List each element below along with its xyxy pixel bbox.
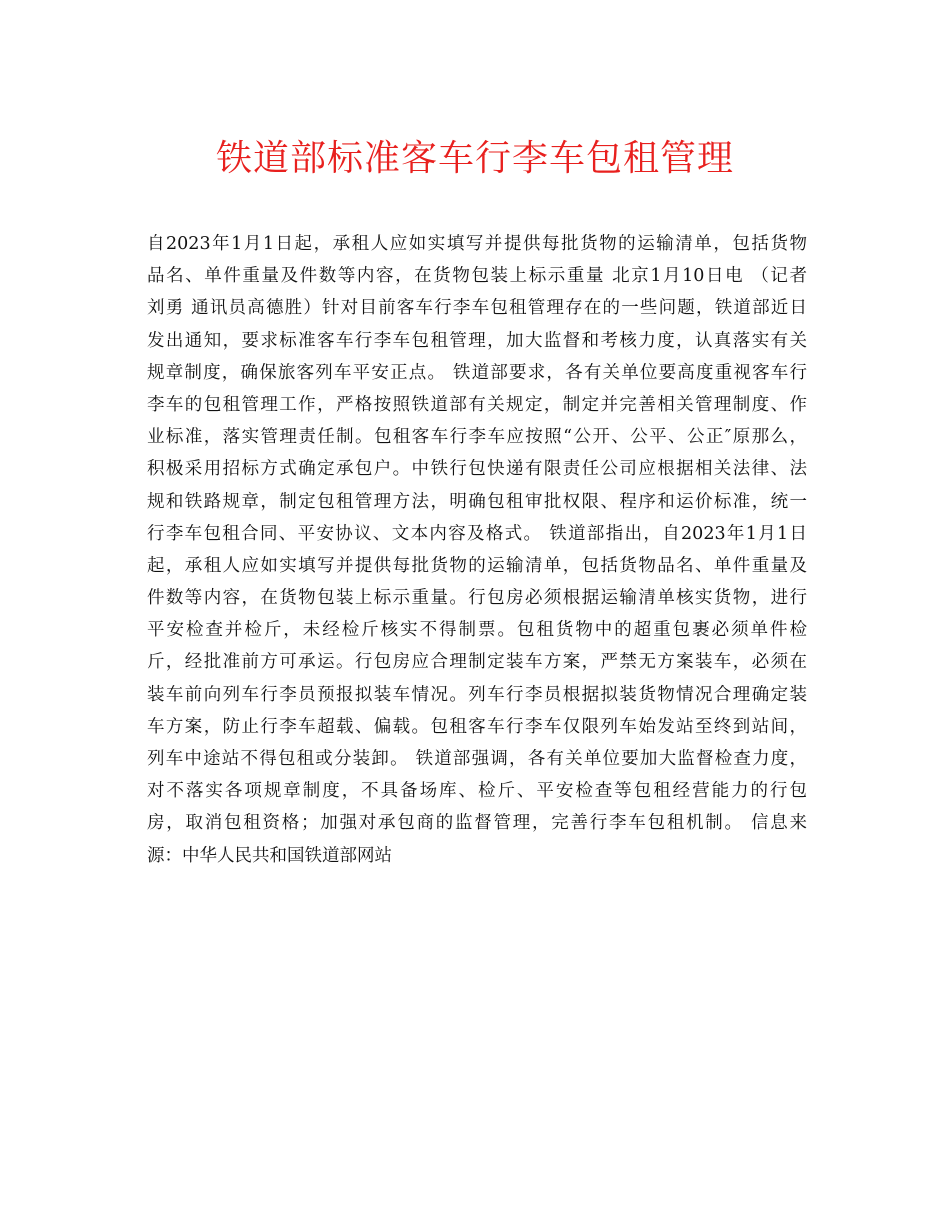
document-body xyxy=(147,228,807,872)
body-line: 刘勇 通讯员高德胜）针对目前客车行李车包租管理存在的一些问题，铁道部近日 xyxy=(147,298,807,319)
body-line: 规章制度，确保旅客列车平安正点。 铁道部要求，各有关单位要高度重视客车行 xyxy=(147,362,807,383)
body-line: 起，承租人应如实填写并提供每批货物的运输清单，包括货物品名、单件重量及 xyxy=(147,555,807,576)
body-line: 对不落实各项规章制度，不具备场库、检斤、平安检查等包租经营能力的行包 xyxy=(147,781,807,802)
body-line: 列车中途站不得包租或分装卸。 铁道部强调，各有关单位要加大监督检查力度， xyxy=(147,749,807,769)
body-line: 品名、单件重量及件数等内容，在货物包装上标示重量 北京1月10日电 （记者 xyxy=(147,266,807,287)
body-line: 李车的包租管理工作，严格按照铁道部有关规定，制定并完善相关管理制度、作 xyxy=(147,394,807,415)
body-line: 规和铁路规章，制定包租管理方法，明确包租审批权限、程序和运价标准，统一 xyxy=(147,491,807,512)
body-line: 源：中华人民共和国铁道部网站 xyxy=(147,845,392,866)
body-line: 件数等内容，在货物包装上标示重量。行包房必须根据运输清单核实货物，进行 xyxy=(147,588,807,609)
body-line: 积极采用招标方式确定承包户。中铁行包快递有限责任公司应根据相关法律、法 xyxy=(147,459,807,480)
document-title: 铁道部标准客车行李车包租管理 xyxy=(215,138,734,179)
body-line: 装车前向列车行李员预报拟装车情况。列车行李员根据拟装货物情况合理确定装 xyxy=(147,684,807,705)
body-line: 业标准，落实管理责任制。包租客车行李车应按照“公开、公平、公正″原那么， xyxy=(147,427,807,448)
body-line: 房，取消包租资格；加强对承包商的监督管理，完善行李车包租机制。 信息来 xyxy=(147,813,807,834)
body-line: 行李车包租合同、平安协议、文本内容及格式。 铁道部指出，自2023年1月1日 xyxy=(147,523,807,544)
body-line: 车方案，防止行李车超载、偏载。包租客车行李车仅限列车始发站至终到站间， xyxy=(147,716,807,737)
body-line: 斤，经批准前方可承运。行包房应合理制定装车方案，严禁无方案装车，必须在 xyxy=(147,652,807,673)
body-line: 自2023年1月1日起，承租人应如实填写并提供每批货物的运输清单，包括货物 xyxy=(147,234,807,254)
body-line: 平安检查并检斤，未经检斤核实不得制票。包租货物中的超重包裹必须单件检 xyxy=(147,620,807,641)
body-line: 发出通知，要求标准客车行李车包租管理，加大监督和考核力度，认真落实有关 xyxy=(147,330,807,351)
